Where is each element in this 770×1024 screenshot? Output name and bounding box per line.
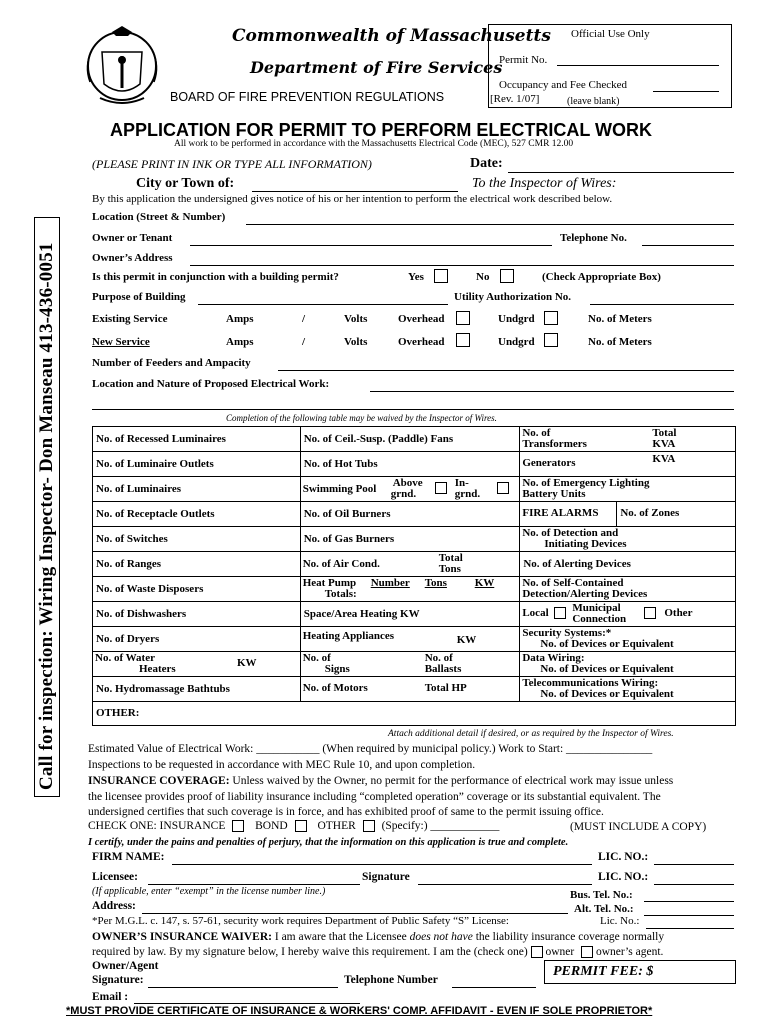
waiver-text-a: I am aware that the Licensee xyxy=(271,931,410,943)
inspection-contact-text: Call for inspection: Wiring Inspector- Don Manseau 413-436-0051 xyxy=(36,242,57,790)
official-use-title: Official Use Only xyxy=(571,28,650,40)
cell-label: Battery Units xyxy=(522,488,586,500)
lic-no-3-label: Lic. No.: xyxy=(600,915,640,927)
check-one-row xyxy=(88,820,499,832)
cell-label: Heating Appliances xyxy=(302,630,395,642)
lic-no-label: LIC. NO.: xyxy=(598,851,649,863)
signs-ballasts-cell[interactable] xyxy=(300,652,520,677)
telephone-field[interactable] xyxy=(642,245,734,246)
yes-checkbox[interactable] xyxy=(434,269,448,283)
cell-label: Connection xyxy=(572,613,627,625)
cell-label: No. of Motors xyxy=(302,682,368,694)
recessed-luminaires-cell[interactable] xyxy=(93,427,301,452)
check-box-note: (Check Appropriate Box) xyxy=(542,271,661,283)
swimming-pool-cell[interactable] xyxy=(300,477,520,502)
cell-label: No. of Waste Disposers xyxy=(96,582,204,595)
new-meters: No. of Meters xyxy=(588,336,652,348)
generators-cell[interactable] xyxy=(520,452,736,477)
existing-slash: / xyxy=(302,313,306,325)
dishwashers-cell[interactable] xyxy=(93,602,301,627)
cell-label: No. Hydromassage Bathtubs xyxy=(96,682,230,695)
occupancy-line[interactable] xyxy=(653,91,719,92)
utility-field[interactable] xyxy=(590,304,734,305)
bus-tel-label: Bus. Tel. No.: xyxy=(570,889,633,901)
self-contained-cell[interactable] xyxy=(520,577,736,602)
cell-label: No. of Devices or Equivalent xyxy=(540,638,674,650)
owner-signature-field[interactable] xyxy=(148,987,338,988)
lic-no-3-field[interactable] xyxy=(646,928,734,929)
new-amps: Amps xyxy=(226,336,254,348)
existing-overhead: Overhead xyxy=(398,313,445,325)
cell-label: Detection/Alerting Devices xyxy=(522,588,648,600)
work-items-table xyxy=(92,426,736,726)
fire-alarms-cell[interactable] xyxy=(520,502,736,527)
city-label: City or Town of: xyxy=(136,176,235,191)
cell-label: No. of Emergency Lighting xyxy=(522,477,650,489)
no-checkbox[interactable] xyxy=(500,269,514,283)
check-one-label: CHECK ONE: INSURANCE xyxy=(88,820,226,832)
cell-label: grnd. xyxy=(390,488,417,500)
occupancy-label: Occupancy and Fee Checked xyxy=(499,79,627,91)
new-undgrd-checkbox[interactable] xyxy=(544,333,558,347)
cell-label: No. of Dishwashers xyxy=(96,607,187,620)
cell-label: KW xyxy=(456,634,477,646)
cell-label: In- xyxy=(454,477,469,489)
switches-cell[interactable] xyxy=(93,527,301,552)
cell-label: No. of Hot Tubs xyxy=(303,457,378,470)
cell-label: Number xyxy=(370,577,410,589)
owner-label: Owner or Tenant xyxy=(92,232,173,244)
other-label: OTHER xyxy=(317,820,356,832)
cell-label: KW xyxy=(474,577,495,589)
cell-label: No. of Detection and xyxy=(522,527,619,539)
insurance-line-3: undersigned certifies that such coverage is in force, and has exhibited proof of same to the permit issuing office. xyxy=(88,806,604,818)
waiver-text-b: does not have xyxy=(409,931,473,943)
waiver-label: OWNER’S INSURANCE WAIVER: xyxy=(92,931,272,943)
cell-label: Above xyxy=(392,477,423,489)
security-license-note: *Per M.G.L. c. 147, s. 57-61, security work requires Department of Public Safety “S” License: xyxy=(92,915,509,927)
location-field[interactable] xyxy=(246,224,734,225)
agent-checkbox[interactable] xyxy=(581,946,593,958)
cell-label: Security Systems:* xyxy=(522,627,612,639)
cell-label: No. of Devices or Equivalent xyxy=(540,688,674,700)
hydromassage-cell[interactable] xyxy=(93,677,301,702)
alerting-devices-cell[interactable] xyxy=(520,552,736,577)
luminaire-outlets-cell[interactable] xyxy=(93,452,301,477)
telephone-label: Telephone No. xyxy=(560,232,627,244)
cell-label: No. of Dryers xyxy=(96,632,160,645)
cell-label: No. of Oil Burners xyxy=(303,507,391,520)
ranges-cell[interactable] xyxy=(93,552,301,577)
transformers-cell[interactable] xyxy=(520,427,736,452)
new-volts: Volts xyxy=(344,336,368,348)
firm-name-label: FIRM NAME: xyxy=(92,851,165,863)
hot-tubs-cell[interactable] xyxy=(300,452,520,477)
cell-label: No. of Devices or Equivalent xyxy=(540,663,674,675)
bond-label: BOND xyxy=(255,820,288,832)
alarm-connection-cell[interactable] xyxy=(520,602,736,627)
notice-text: By this application the undersigned gives notice of his or her intention to perform the electrical work described below. xyxy=(92,193,613,205)
header-department: Department of Fire Services xyxy=(250,58,503,77)
cell-label: Heaters xyxy=(139,663,176,675)
inspector-label: To the Inspector of Wires: xyxy=(472,176,617,191)
must-copy-note: (MUST INCLUDE A COPY) xyxy=(570,821,707,833)
licensee-field[interactable] xyxy=(148,884,360,885)
insurance-text-1: Unless waived by the Owner, no permit for the performance of electrical work may issue unless xyxy=(229,775,674,787)
insurance-line-2: the licensee provides proof of liability insurance including “completed operation” coverage or its substantial equivalent. The xyxy=(88,791,661,803)
exempt-note: (If applicable, enter “exempt” in the license number line.) xyxy=(92,886,326,897)
owner-signature-label: Signature: xyxy=(92,974,144,986)
existing-amps: Amps xyxy=(226,313,254,325)
insurance-line-1 xyxy=(88,775,673,787)
revision-label: [Rev. 1/07] xyxy=(490,93,540,105)
alt-tel-field[interactable] xyxy=(644,915,734,916)
cell-label: KW xyxy=(237,657,257,669)
owner-address-field[interactable] xyxy=(190,265,734,266)
lic-no-field[interactable] xyxy=(654,864,734,865)
cell-label: No. of Self-Contained xyxy=(522,577,624,589)
cell-label: No. of Luminaire Outlets xyxy=(96,457,214,470)
waste-disposers-cell[interactable] xyxy=(93,577,301,602)
owner-agent-label: Owner/Agent xyxy=(92,960,159,972)
water-heaters-cell[interactable] xyxy=(93,652,301,677)
leave-blank-note: (leave blank) xyxy=(567,96,620,107)
new-overhead-checkbox[interactable] xyxy=(456,333,470,347)
table-note: Completion of the following table may be waived by the Inspector of Wires. xyxy=(226,413,497,423)
cell-label: FIRE ALARMS xyxy=(522,507,599,519)
signature-field[interactable] xyxy=(418,884,592,885)
cell-label: No. of Zones xyxy=(620,507,680,519)
existing-undgrd: Undgrd xyxy=(498,313,535,325)
owner-field[interactable] xyxy=(190,245,552,246)
print-note: (PLEASE PRINT IN INK OR TYPE ALL INFORMATION) xyxy=(92,157,372,171)
gas-burners-cell[interactable] xyxy=(300,527,520,552)
address-field[interactable] xyxy=(142,913,568,914)
new-undgrd: Undgrd xyxy=(498,336,535,348)
permit-fee-box[interactable] xyxy=(544,960,736,984)
detection-devices-cell[interactable] xyxy=(520,527,736,552)
date-field[interactable] xyxy=(508,172,734,173)
building-permit-question: Is this permit in conjunction with a building permit? xyxy=(92,271,339,283)
municipal-checkbox[interactable] xyxy=(644,607,656,619)
cell-label: Total xyxy=(438,552,463,564)
location-label: Location (Street & Number) xyxy=(92,211,226,223)
cell-label: No. of xyxy=(522,427,551,439)
in-ground-checkbox[interactable] xyxy=(497,482,509,494)
cell-label: No. of Gas Burners xyxy=(303,532,395,545)
cell-label: Initiating Devices xyxy=(544,538,627,550)
cell-label: No. of Recessed Luminaires xyxy=(96,432,226,445)
cell-label: Telecommunications Wiring: xyxy=(522,677,659,689)
emergency-lighting-cell[interactable] xyxy=(520,477,736,502)
inspections-line: Inspections to be requested in accordance with MEC Rule 10, and upon completion. xyxy=(88,759,476,771)
cell-label: Space/Area Heating KW xyxy=(303,607,420,620)
cell-label: Transformers xyxy=(522,438,587,450)
cell-label: Total xyxy=(652,427,677,439)
header-commonwealth: Commonwealth of Massachusetts xyxy=(232,26,551,46)
no-label: No xyxy=(476,271,490,283)
must-provide-notice: *MUST PROVIDE CERTIFICATE OF INSURANCE & WORKERS' COMP. AFFIDAVIT - EVEN IF SOLE PROPRIETOR* xyxy=(66,1005,653,1017)
attach-note: Attach additional detail if desired, or as required by the Inspector of Wires. xyxy=(388,729,674,739)
permit-no-label: Permit No. xyxy=(499,54,548,66)
other-checkbox[interactable] xyxy=(363,820,375,832)
motors-cell[interactable] xyxy=(300,677,520,702)
agent-option-label: owner’s agent. xyxy=(595,946,664,958)
waiver-text-c: the liability insurance coverage normally xyxy=(472,931,665,943)
owner-telephone-field[interactable] xyxy=(452,987,536,988)
cell-label: OTHER: xyxy=(96,707,140,719)
city-field[interactable] xyxy=(252,191,458,192)
cell-label: Ballasts xyxy=(424,663,462,675)
cell-label: Other xyxy=(664,607,693,619)
cell-label: Total HP xyxy=(424,682,467,694)
cell-label: Totals: xyxy=(324,588,357,600)
feeders-field[interactable] xyxy=(278,370,734,371)
existing-overhead-checkbox[interactable] xyxy=(456,311,470,325)
licensee-label: Licensee: xyxy=(92,871,138,883)
heat-pump-cell[interactable] xyxy=(300,577,520,602)
nature-field-1[interactable] xyxy=(370,391,734,392)
cell-label: No. of Water xyxy=(95,652,155,664)
lic-no-2-field[interactable] xyxy=(654,884,734,885)
waiver-line-1 xyxy=(92,931,664,943)
cell-label: No. of xyxy=(302,652,331,664)
cell-label: KVA xyxy=(652,453,676,465)
local-checkbox[interactable] xyxy=(554,607,566,619)
telecom-wiring-cell[interactable] xyxy=(520,677,736,702)
waiver-text-2: required by law. By my signature below, I hereby waive this requirement. I am the (check one) xyxy=(92,946,528,958)
cell-label: Swimming Pool xyxy=(302,483,377,495)
owner-option-label: owner xyxy=(545,946,575,958)
cell-label: No. of Alerting Devices xyxy=(523,557,631,570)
email-field[interactable] xyxy=(134,1003,360,1004)
existing-volts: Volts xyxy=(344,313,368,325)
owner-telephone-label: Telephone Number xyxy=(344,974,438,986)
new-slash: / xyxy=(302,336,306,348)
above-ground-checkbox[interactable] xyxy=(435,482,447,494)
cell-label: No. of Receptacle Outlets xyxy=(96,507,215,520)
new-overhead: Overhead xyxy=(398,336,445,348)
feeders-label: Number of Feeders and Ampacity xyxy=(92,357,251,369)
inspection-contact-side xyxy=(34,217,60,797)
permit-no-line[interactable] xyxy=(557,65,719,66)
luminaires-cell[interactable] xyxy=(93,477,301,502)
cell-label: No. of Ranges xyxy=(96,557,162,570)
cell-label: Tons xyxy=(424,577,447,589)
cell-label: No. of Switches xyxy=(96,532,168,545)
insurance-checkbox[interactable] xyxy=(232,820,244,832)
other-cell[interactable] xyxy=(93,702,736,726)
owner-address-label: Owner’s Address xyxy=(92,252,173,264)
bus-tel-field[interactable] xyxy=(644,901,734,902)
cell-label: No. of xyxy=(424,652,453,664)
signature-label: Signature xyxy=(362,871,410,883)
cell-label: Tons xyxy=(438,563,461,575)
cell-label: No. of Air Cond. xyxy=(302,558,380,570)
existing-meters: No. of Meters xyxy=(588,313,652,325)
cell-label: Heat Pump xyxy=(302,577,357,589)
cell-label: Signs xyxy=(324,663,350,675)
cell-label: KVA xyxy=(652,438,676,450)
nature-label: Location and Nature of Proposed Electrical Work: xyxy=(92,378,330,390)
specify-field[interactable]: (Specify:) ____________ xyxy=(381,820,500,832)
new-service-label: New Service xyxy=(92,336,150,348)
header-board: BOARD OF FIRE PREVENTION REGULATIONS xyxy=(170,90,445,104)
cell-label: Generators xyxy=(522,457,576,469)
lic-no-2-label: LIC. NO.: xyxy=(598,871,649,883)
existing-undgrd-checkbox[interactable] xyxy=(544,311,558,325)
paddle-fans-cell[interactable] xyxy=(300,427,520,452)
page-title: APPLICATION FOR PERMIT TO PERFORM ELECTRICAL WORK xyxy=(110,120,652,140)
dryers-cell[interactable] xyxy=(93,627,301,652)
purpose-label: Purpose of Building xyxy=(92,291,186,303)
cell-label: Local xyxy=(522,607,549,619)
date-label: Date: xyxy=(470,156,503,171)
state-seal xyxy=(82,22,162,110)
existing-service-label: Existing Service xyxy=(92,313,168,325)
cell-label: Data Wiring: xyxy=(522,652,585,664)
nature-field-2[interactable] xyxy=(92,409,734,410)
heating-appliances-cell[interactable] xyxy=(300,627,520,652)
data-wiring-cell[interactable] xyxy=(520,652,736,677)
permit-fee-label: PERMIT FEE: $ xyxy=(553,964,654,979)
insurance-label: INSURANCE COVERAGE: xyxy=(88,775,230,787)
email-label: Email : xyxy=(92,991,129,1003)
yes-label: Yes xyxy=(408,271,424,283)
cell-label: No. of Luminaires xyxy=(96,482,182,495)
oil-burners-cell[interactable] xyxy=(300,502,520,527)
bond-checkbox[interactable] xyxy=(295,820,307,832)
owner-checkbox[interactable] xyxy=(531,946,543,958)
cell-label: grnd. xyxy=(454,488,481,500)
estimated-value-line: Estimated Value of Electrical Work: ___________ (When required by municipal policy.) Work to Start: _______________ xyxy=(88,743,653,755)
space-heating-cell[interactable] xyxy=(300,602,520,627)
firm-name-field[interactable] xyxy=(172,864,592,865)
utility-label: Utility Authorization No. xyxy=(454,291,572,303)
zones-divider xyxy=(616,502,617,526)
receptacle-outlets-cell[interactable] xyxy=(93,502,301,527)
purpose-field[interactable] xyxy=(198,304,448,305)
security-systems-cell[interactable] xyxy=(520,627,736,652)
address-label: Address: xyxy=(92,900,136,912)
air-cond-cell[interactable] xyxy=(300,552,520,577)
cell-label: No. of Ceil.-Susp. (Paddle) Fans xyxy=(303,432,454,445)
cell-label: Municipal xyxy=(572,602,621,614)
waiver-line-2 xyxy=(92,946,663,958)
alt-tel-label: Alt. Tel. No.: xyxy=(574,903,634,915)
page-subtitle: All work to be performed in accordance with the Massachusetts Electrical Code (MEC), 527 CMR 12.00 xyxy=(174,139,574,149)
certify-statement: I certify, under the pains and penalties of perjury, that the information on this application is true and complete. xyxy=(88,837,569,848)
